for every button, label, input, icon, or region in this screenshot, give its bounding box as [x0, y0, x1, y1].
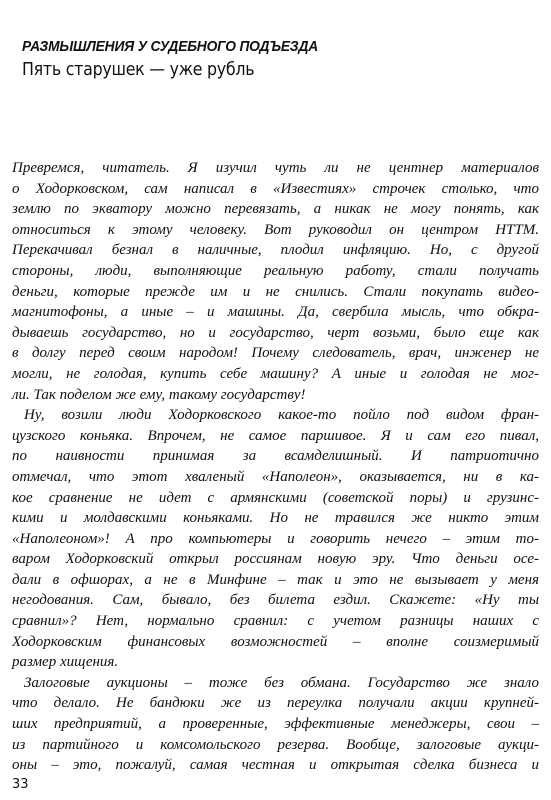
page-number: 33: [12, 777, 29, 792]
text-line: Превремся, читатель. Я изучил чуть ли не центнер материалов: [12, 160, 539, 176]
text-line: отмечал, что этот хваленый «Наполеон», оказывается, ни в ка-: [12, 468, 539, 485]
text-line: в долгу перед своим народом! Почему следователь, врач, инженер не: [12, 345, 539, 362]
text-line: дали в офшорах, а не в Минфине – так и это не вызывает у меня: [12, 571, 539, 588]
text-line: Ходорковским финансовых возможностей – вполне соизмеримый: [12, 633, 539, 650]
text-line: дываешь государство, но и государство, черт возьми, было еще как: [12, 324, 539, 341]
text-line: землю по экватору можно перевязать, а никак не могу понять, как: [12, 201, 539, 218]
text-line: варом Ходорковский открыл россиянам новую эру. Что деньги осе-: [12, 551, 539, 568]
text-line: негодования. Сам, бывало, без билета ездил. Скажете: «Ну ты: [12, 592, 539, 609]
body-text: [12, 158, 539, 776]
text-line: стороны, люди, выполняющие реальную работу, стали получать: [12, 262, 539, 279]
text-line: кими и молдавскими коньяками. Но не травился же никто этим: [12, 510, 539, 527]
text-line: магнитофоны, а иные – и машины. Да, свербила мысль, что обкра-: [12, 304, 539, 321]
section-heading: РАЗМЫШЛЕНИЯ У СУДЕБНОГО ПОДЪЕЗДА: [22, 38, 319, 55]
text-line: из партийного и комсомольского резерва. Вообще, залоговые аукци-: [12, 736, 539, 753]
text-line: «Наполеоном»! А про компьютеры и говорить нечего – этим то-: [12, 530, 539, 547]
text-line: по наивности принимая за всамделишный. И патриотично: [12, 448, 539, 465]
text-line: о Ходорковском, сам написал в «Известиях» строчек столько, что: [12, 180, 539, 197]
text-line: могли, не голодая, купить себе машину? А иные и голодая не мог-: [12, 365, 539, 382]
text-line: оны – это, пожалуй, самая честная и открытая сделка бизнеса и: [12, 757, 539, 774]
article-subheading: Пять старушек — уже рубль: [22, 59, 255, 80]
paragraph: [12, 405, 539, 673]
paragraph: [12, 673, 539, 776]
text-line: Ну, возили люди Ходорковского какое-то пойло под видом фран-: [24, 407, 539, 424]
text-line: сравнил»? Нет, нормально сравнил: с учетом разницы наших с: [12, 613, 539, 630]
text-line: размер хищения.: [12, 654, 119, 671]
text-line: ших предприятий, а проверенные, эффективные менеджеры, свои –: [12, 716, 539, 733]
text-line: ли. Так поделом же ему, такому государству!: [12, 386, 306, 403]
text-line: кое сравнение не идет с армянскими (советской поры) и грузинс-: [12, 489, 539, 506]
text-line: Залоговые аукционы – тоже без обмана. Государство же знало: [24, 674, 539, 691]
paragraph: [12, 158, 539, 405]
text-line: деньги, которые прежде им и не снились. Стали покупать видео-: [12, 283, 539, 300]
text-line: относиться к этому человеку. Вот руководил он центром НТТМ.: [12, 221, 539, 238]
text-line: что делало. Не бандюки же из переулка получали акции крупней-: [12, 695, 539, 712]
text-line: Перекачивал безнал в наличные, плодил инфляцию. Но, с другой: [12, 242, 539, 259]
text-line: цузского коньяка. Впрочем, не самое паршивое. Я и сам его пивал,: [12, 427, 539, 444]
